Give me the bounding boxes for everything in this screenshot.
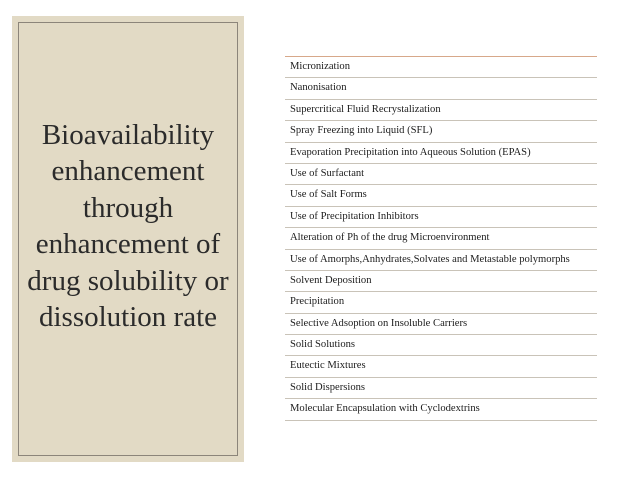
list-item: Solid Dispersions — [285, 378, 597, 399]
list-item: Alteration of Ph of the drug Microenvironment — [285, 228, 597, 249]
list-item: Use of Surfactant — [285, 164, 597, 185]
slide-title: Bioavailability enhancement through enhancement of drug solubility or dissolution rate — [27, 118, 229, 333]
list-item: Eutectic Mixtures — [285, 356, 597, 377]
list-item: Solid Solutions — [285, 335, 597, 356]
list-item: Spray Freezing into Liquid (SFL) — [285, 121, 597, 142]
list-item: Use of Salt Forms — [285, 185, 597, 206]
list-item: Micronization — [285, 57, 597, 78]
title-panel-frame — [18, 22, 238, 456]
list-item: Precipitation — [285, 292, 597, 313]
list-item: Use of Amorphs,Anhydrates,Solvates and Metastable polymorphs — [285, 250, 597, 271]
list-item: Nanonisation — [285, 78, 597, 99]
list-item: Evaporation Precipitation into Aqueous Solution (EPAS) — [285, 143, 597, 164]
list-item: Molecular Encapsulation with Cyclodextrins — [285, 399, 597, 420]
method-list — [285, 56, 597, 421]
list-item: Selective Adsoption on Insoluble Carriers — [285, 314, 597, 335]
list-item: Solvent Deposition — [285, 271, 597, 292]
list-item: Use of Precipitation Inhibitors — [285, 207, 597, 228]
title-panel — [12, 16, 244, 462]
list-item: Supercritical Fluid Recrystalization — [285, 100, 597, 121]
